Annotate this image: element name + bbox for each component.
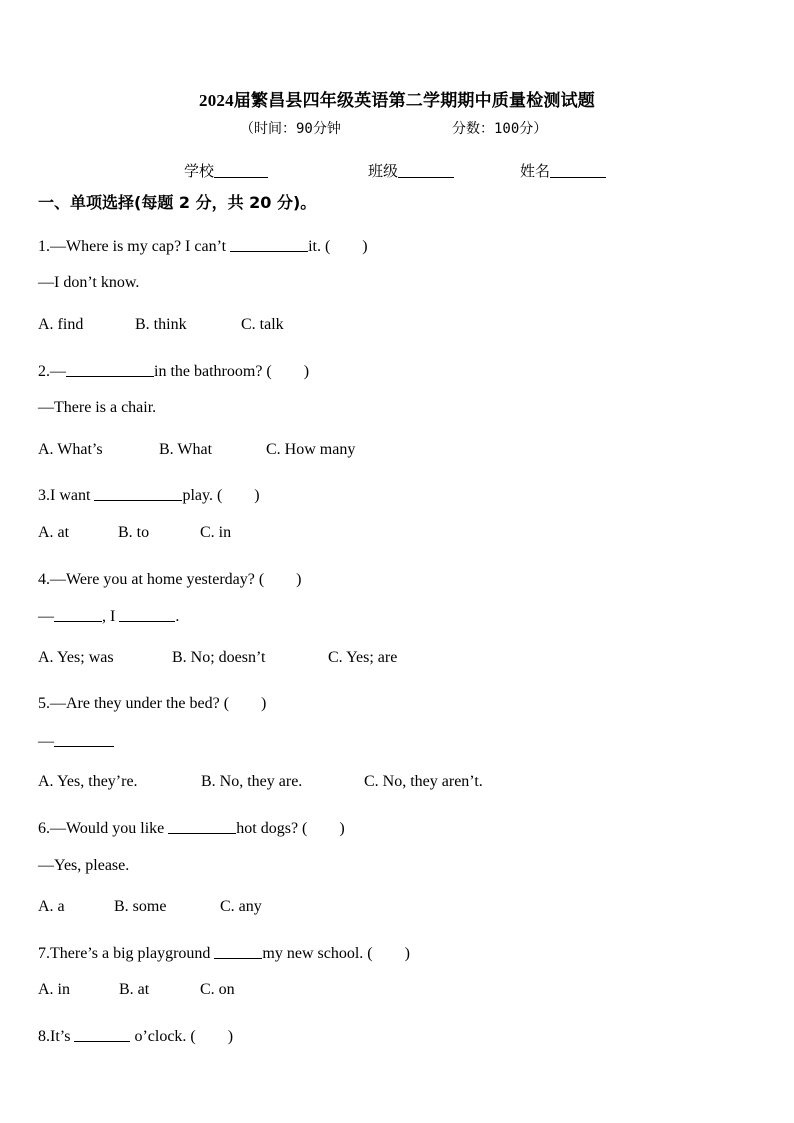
exam-time: （时间：90分钟 xyxy=(240,121,341,137)
question-text: I want xyxy=(50,487,95,504)
school-blank[interactable] xyxy=(214,162,268,178)
option-a[interactable]: A. in xyxy=(38,981,70,998)
question-text: —Would you like xyxy=(50,820,169,837)
option-a[interactable]: A. a xyxy=(38,898,65,915)
answer-blank[interactable] xyxy=(119,607,175,622)
option-c[interactable]: C. How many xyxy=(266,441,356,458)
reply-dash: — xyxy=(38,733,54,750)
question-text: in the bathroom? ( ) xyxy=(154,363,310,380)
option-b[interactable]: B. think xyxy=(135,316,187,333)
question-number: 3. xyxy=(38,487,50,504)
answer-blank[interactable] xyxy=(168,819,236,834)
question-text: play. ( ) xyxy=(182,487,260,504)
answer-blank[interactable] xyxy=(66,362,154,377)
question-7-prompt xyxy=(38,940,410,963)
option-c[interactable]: C. No, they aren’t. xyxy=(364,773,483,790)
option-b[interactable]: B. some xyxy=(114,898,167,915)
question-text: —Were you at home yesterday? ( ) xyxy=(50,571,302,588)
question-text: o’clock. ( ) xyxy=(130,1028,234,1045)
question-2-reply: —There is a chair. xyxy=(38,399,157,416)
question-1-reply: —I don’t know. xyxy=(38,274,140,291)
question-text: — xyxy=(50,363,66,380)
option-a[interactable]: A. find xyxy=(38,316,84,333)
option-a[interactable]: A. What’s xyxy=(38,441,103,458)
question-text: There’s a big playground xyxy=(50,945,215,962)
question-text: —Are they under the bed? ( ) xyxy=(50,695,267,712)
question-4-prompt xyxy=(38,566,302,589)
name-blank[interactable] xyxy=(550,162,606,178)
question-number: 8. xyxy=(38,1028,50,1045)
option-a[interactable]: A. Yes, they’re. xyxy=(38,773,138,790)
question-number: 7. xyxy=(38,945,50,962)
name-field xyxy=(520,160,606,181)
option-b[interactable]: B. at xyxy=(119,981,150,998)
option-c[interactable]: C. in xyxy=(200,524,232,541)
option-b[interactable]: B. What xyxy=(159,441,213,458)
option-a[interactable]: A. at xyxy=(38,524,70,541)
question-number: 4. xyxy=(38,571,50,588)
answer-blank[interactable] xyxy=(214,944,262,959)
answer-blank[interactable] xyxy=(230,237,308,252)
answer-blank[interactable] xyxy=(54,607,102,622)
reply-text: . xyxy=(175,608,180,625)
question-number: 2. xyxy=(38,363,50,380)
question-6-reply: —Yes, please. xyxy=(38,857,130,874)
reply-text: , I xyxy=(102,608,120,625)
question-1-prompt xyxy=(38,233,368,256)
reply-dash: — xyxy=(38,608,54,625)
school-field xyxy=(184,160,268,181)
name-label: 姓名 xyxy=(520,162,551,180)
question-4-reply xyxy=(38,607,179,626)
option-c[interactable]: C. Yes; are xyxy=(328,649,398,666)
question-number: 1. xyxy=(38,238,50,255)
option-b[interactable]: B. No; doesn’t xyxy=(172,649,266,666)
class-blank[interactable] xyxy=(398,162,454,178)
option-b[interactable]: B. No, they are. xyxy=(201,773,303,790)
answer-blank[interactable] xyxy=(74,1027,130,1042)
option-c[interactable]: C. on xyxy=(200,981,235,998)
question-text: my new school. ( ) xyxy=(262,945,410,962)
option-c[interactable]: C. any xyxy=(220,898,262,915)
question-text: It’s xyxy=(50,1028,75,1045)
question-text: —Where is my cap? I can’t xyxy=(50,238,231,255)
class-field xyxy=(368,160,454,181)
question-8-prompt xyxy=(38,1023,233,1046)
option-c[interactable]: C. talk xyxy=(241,316,284,333)
question-number: 6. xyxy=(38,820,50,837)
question-5-prompt xyxy=(38,690,266,713)
question-3-prompt xyxy=(38,482,260,505)
answer-blank[interactable] xyxy=(94,486,182,501)
answer-blank[interactable] xyxy=(54,732,114,747)
question-number: 5. xyxy=(38,695,50,712)
question-2-prompt xyxy=(38,358,309,381)
exam-title: 2024届繁昌县四年级英语第二学期期中质量检测试题 xyxy=(199,91,595,110)
section-heading: 一、单项选择(每题 2 分，共 20 分)。 xyxy=(38,193,317,212)
question-6-prompt xyxy=(38,815,345,838)
exam-score: 分数：100分） xyxy=(452,121,548,137)
question-text: it. ( ) xyxy=(308,238,368,255)
question-text: hot dogs? ( ) xyxy=(236,820,345,837)
option-b[interactable]: B. to xyxy=(118,524,150,541)
school-label: 学校 xyxy=(184,162,215,180)
question-5-reply xyxy=(38,732,114,751)
class-label: 班级 xyxy=(368,162,399,180)
option-a[interactable]: A. Yes; was xyxy=(38,649,114,666)
